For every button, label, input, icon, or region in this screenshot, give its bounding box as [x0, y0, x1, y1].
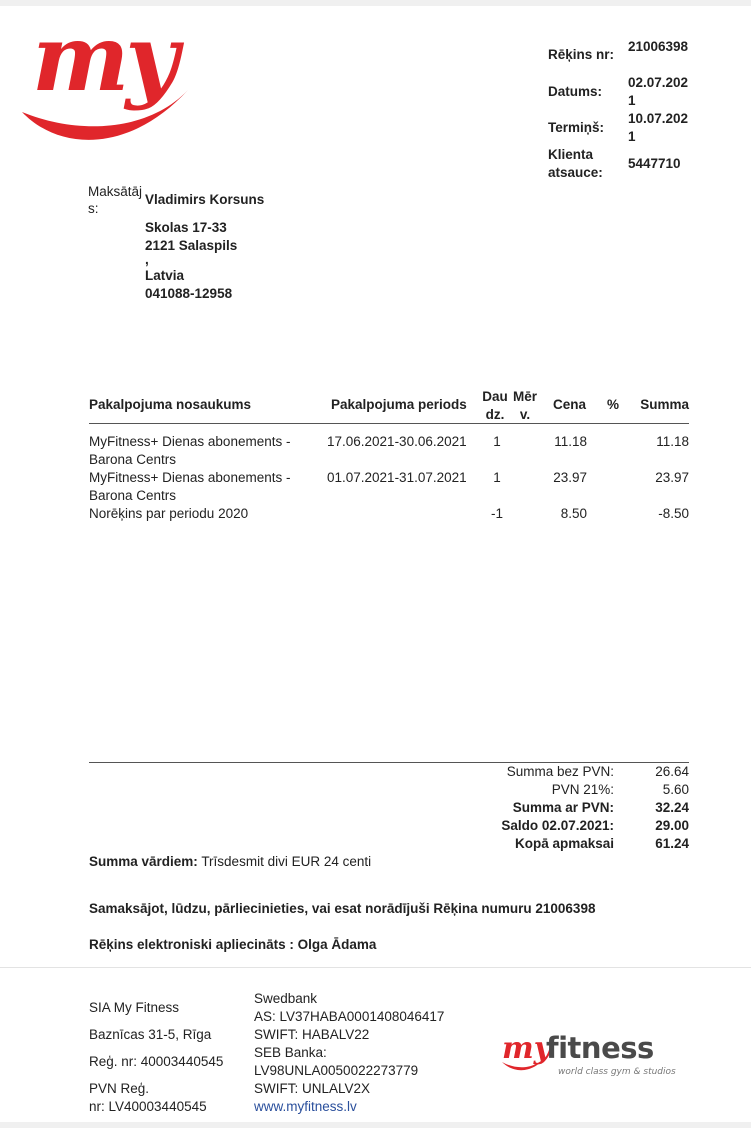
footer-company: SIA My Fitness — [89, 1000, 180, 1015]
footer-vat-reg-line2: nr: LV40003440545 — [89, 1099, 207, 1114]
sum-with-vat-label: Summa ar PVN: — [512, 800, 614, 815]
table-row — [89, 505, 689, 523]
row-sum: 23.97 — [655, 470, 689, 485]
amount-in-words-label: Summa vārdiem: — [89, 854, 198, 869]
header-name: Pakalpojuma nosaukums — [89, 397, 252, 412]
footer-company-block — [89, 999, 223, 1116]
row-name: Norēķins par periodu 2020 — [89, 506, 249, 521]
header-period: Pakalpojuma periods — [331, 397, 467, 412]
footer-bank1-account: AS: LV37HABA0001408046417 — [254, 1009, 445, 1024]
due-date-value: 10.07.2021 — [628, 111, 689, 144]
header-sum: Summa — [640, 397, 689, 412]
header-price: Cena — [553, 397, 587, 412]
client-ref-label: Klienta atsauce: — [548, 147, 603, 180]
table-row — [89, 433, 689, 469]
sum-with-vat-value: 32.24 — [655, 800, 689, 815]
footer-website-link[interactable]: www.myfitness.lv — [254, 1099, 357, 1114]
footer-bank-block — [254, 990, 444, 1116]
footer-reg-number: Reģ. nr: 40003440545 — [89, 1054, 224, 1069]
date-value: 02.07.2021 — [628, 75, 689, 108]
payment-notice: Samaksājot, lūdzu, pārliecinieties, vai esat norādījuši Rēķina numuru 21006398 — [89, 901, 596, 916]
client-ref-value: 5447710 — [628, 156, 681, 171]
payer-name: Vladimirs Korsuns — [145, 192, 265, 207]
table-header — [89, 387, 689, 424]
certification-note: Rēķins elektroniski apliecināts : Olga Ādama — [89, 937, 377, 952]
footer-bank2-account: LV98UNLA0050022273779 — [254, 1063, 419, 1078]
footer-bank1-swift: SWIFT: HABALV22 — [254, 1027, 370, 1042]
total-due-label: Kopā apmaksai — [514, 836, 614, 851]
footer-address: Baznīcas 31-5, Rīga — [89, 1027, 212, 1042]
vat-label: PVN 21%: — [551, 782, 614, 797]
payer-code: 041088-12958 — [145, 286, 233, 301]
footer-bank1: Swedbank — [254, 991, 318, 1006]
footer-logo-my: my — [502, 1031, 552, 1066]
sum-without-vat-value: 26.64 — [655, 764, 689, 779]
footer-bank2: SEB Banka: — [254, 1045, 327, 1060]
invoice-number-label: Rēķins nr: — [548, 47, 615, 62]
payer-block — [145, 191, 264, 303]
row-name: MyFitness+ Dienas abonements - Barona Centrs — [89, 470, 291, 503]
invoice-number-value: 21006398 — [628, 39, 689, 54]
balance-value: 29.00 — [655, 818, 689, 833]
row-period: 17.06.2021-30.06.2021 — [327, 434, 467, 449]
payer-city: 2121 Salaspils — [145, 238, 238, 253]
footer-logo-tagline: world class gym & studios — [558, 1067, 676, 1077]
sum-without-vat-label: Summa bez PVN: — [506, 764, 614, 779]
payer-street: Skolas 17-33 — [145, 220, 227, 235]
vat-value: 5.60 — [662, 782, 689, 797]
row-sum: -8.50 — [658, 506, 689, 521]
row-price: 11.18 — [554, 434, 587, 449]
row-name: MyFitness+ Dienas abonements - Barona Centrs — [89, 434, 291, 467]
date-label: Datums: — [548, 84, 603, 99]
invoice-page — [0, 6, 751, 1122]
row-period: 01.07.2021-31.07.2021 — [327, 470, 467, 485]
payer-comma: , — [145, 252, 149, 267]
header-unit: Mēr v. — [512, 389, 537, 422]
payer-label: Maksātājs: — [88, 184, 143, 216]
payer-country: Latvia — [145, 268, 185, 283]
table-row — [89, 469, 689, 505]
footer-logo-fitness: fitness — [546, 1031, 654, 1065]
row-price: 23.97 — [553, 470, 587, 485]
amount-in-words — [89, 853, 371, 871]
myfitness-footer-logo — [500, 1024, 700, 1084]
myfitness-logo — [18, 20, 218, 152]
footer-divider — [0, 967, 751, 968]
amount-in-words-value: Trīsdesmit divi EUR 24 centi — [201, 854, 372, 869]
total-due-value: 61.24 — [655, 836, 689, 851]
row-qty: 1 — [493, 434, 501, 449]
footer-bank2-swift: SWIFT: UNLALV2X — [254, 1081, 371, 1096]
footer-vat-reg-line1: PVN Reģ. — [89, 1081, 150, 1096]
row-sum: 11.18 — [656, 434, 689, 449]
header-percent: % — [607, 397, 620, 412]
balance-label: Saldo 02.07.2021: — [501, 818, 614, 833]
row-qty: 1 — [493, 470, 501, 485]
row-price: 8.50 — [560, 506, 587, 521]
logo-text: my — [32, 20, 175, 112]
row-qty: -1 — [490, 506, 503, 521]
header-qty: Daudz. — [482, 389, 508, 422]
due-date-label: Termiņš: — [548, 120, 605, 135]
